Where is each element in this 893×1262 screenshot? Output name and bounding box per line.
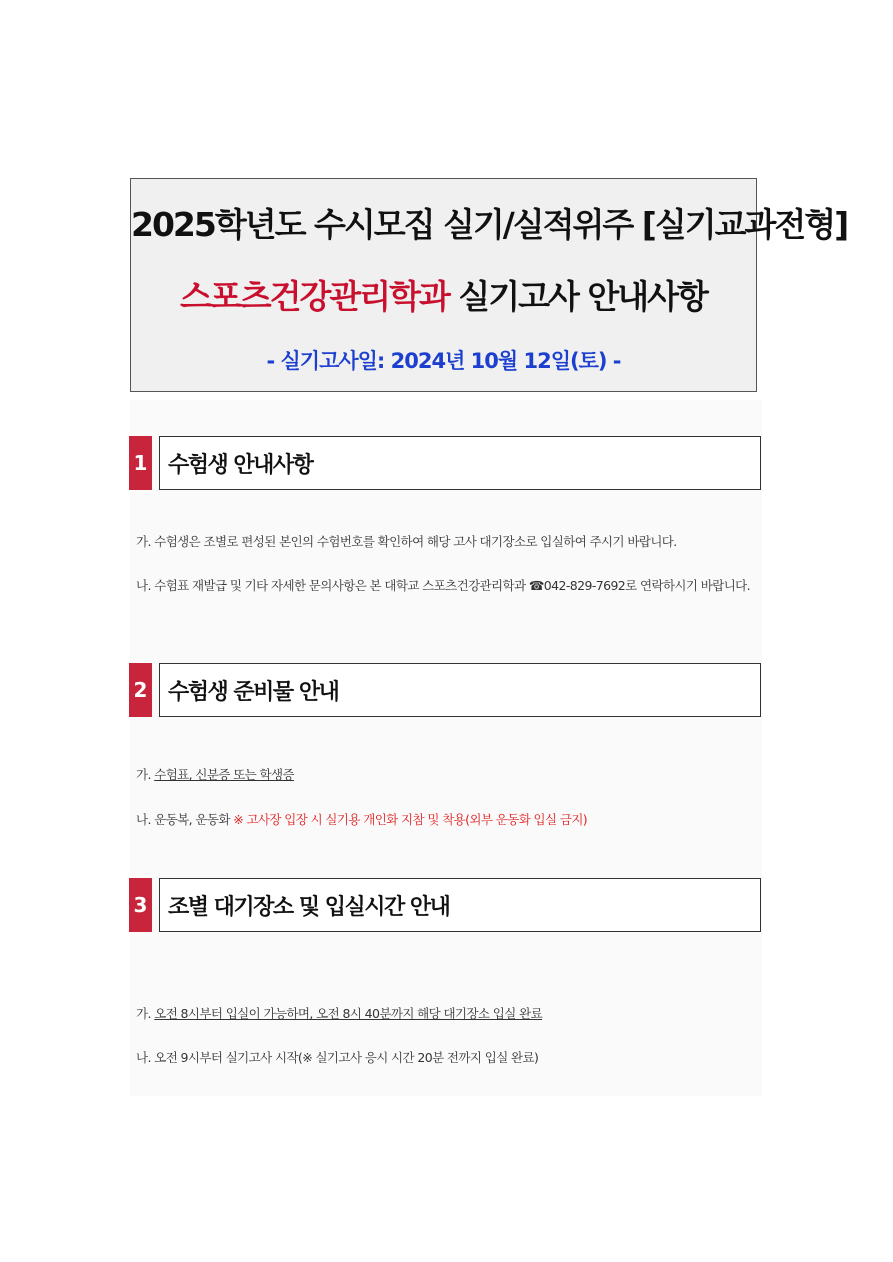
section-number-badge: 1 [129, 436, 152, 490]
section-title: 조별 대기장소 및 입실시간 안내 [159, 878, 761, 932]
department-name: 스포츠건강관리학과 [180, 277, 449, 316]
item-prefix: 가. [136, 1006, 155, 1021]
section-number-badge: 2 [129, 663, 152, 717]
content-area [130, 400, 762, 1096]
section2-item-b [136, 810, 587, 828]
item-prefix: 가. [136, 767, 155, 782]
entry-time-notice: 오전 8시부터 입실이 가능하며, 오전 8시 40분까지 해당 대기장소 입실 완료 [154, 1006, 543, 1021]
exam-date: - 실기고사일: 2024년 10월 12일(토) - [266, 349, 621, 373]
shoe-notice: ※ 고사장 입장 시 실기용 개인화 지참 및 착용(외부 운동화 입실 금지) [233, 812, 588, 827]
item-prefix: 나. 운동복, 운동화 [136, 812, 234, 827]
main-title: 2025학년도 수시모집 실기/실적위주 [실기교과전형] [131, 205, 848, 244]
section1-item-b: 나. 수험표 재발급 및 기타 자세한 문의사항은 본 대학교 스포츠건강관리학과 ☎042-829-7692로 연락하시기 바랍니다. [136, 578, 751, 593]
required-documents: 수험표, 신분증 또는 학생증 [154, 767, 294, 782]
header-box [130, 178, 848, 392]
section-title: 수험생 안내사항 [159, 436, 761, 490]
subtitle [131, 271, 756, 318]
section3-item-a [136, 1004, 542, 1022]
section1-item-a: 가. 수험생은 조별로 편성된 본인의 수험번호를 확인하여 해당 고사 대기장소로 입실하여 주시기 바랍니다. [136, 534, 677, 549]
section3-item-b: 나. 오전 9시부터 실기고사 시작(※ 실기고사 응시 시간 20분 전까지 입실 완료) [136, 1050, 539, 1065]
section-number-badge: 3 [129, 878, 152, 932]
section2-item-a [136, 765, 294, 783]
section-title: 수험생 준비물 안내 [159, 663, 761, 717]
subtitle-rest: 실기고사 안내사항 [448, 277, 707, 316]
